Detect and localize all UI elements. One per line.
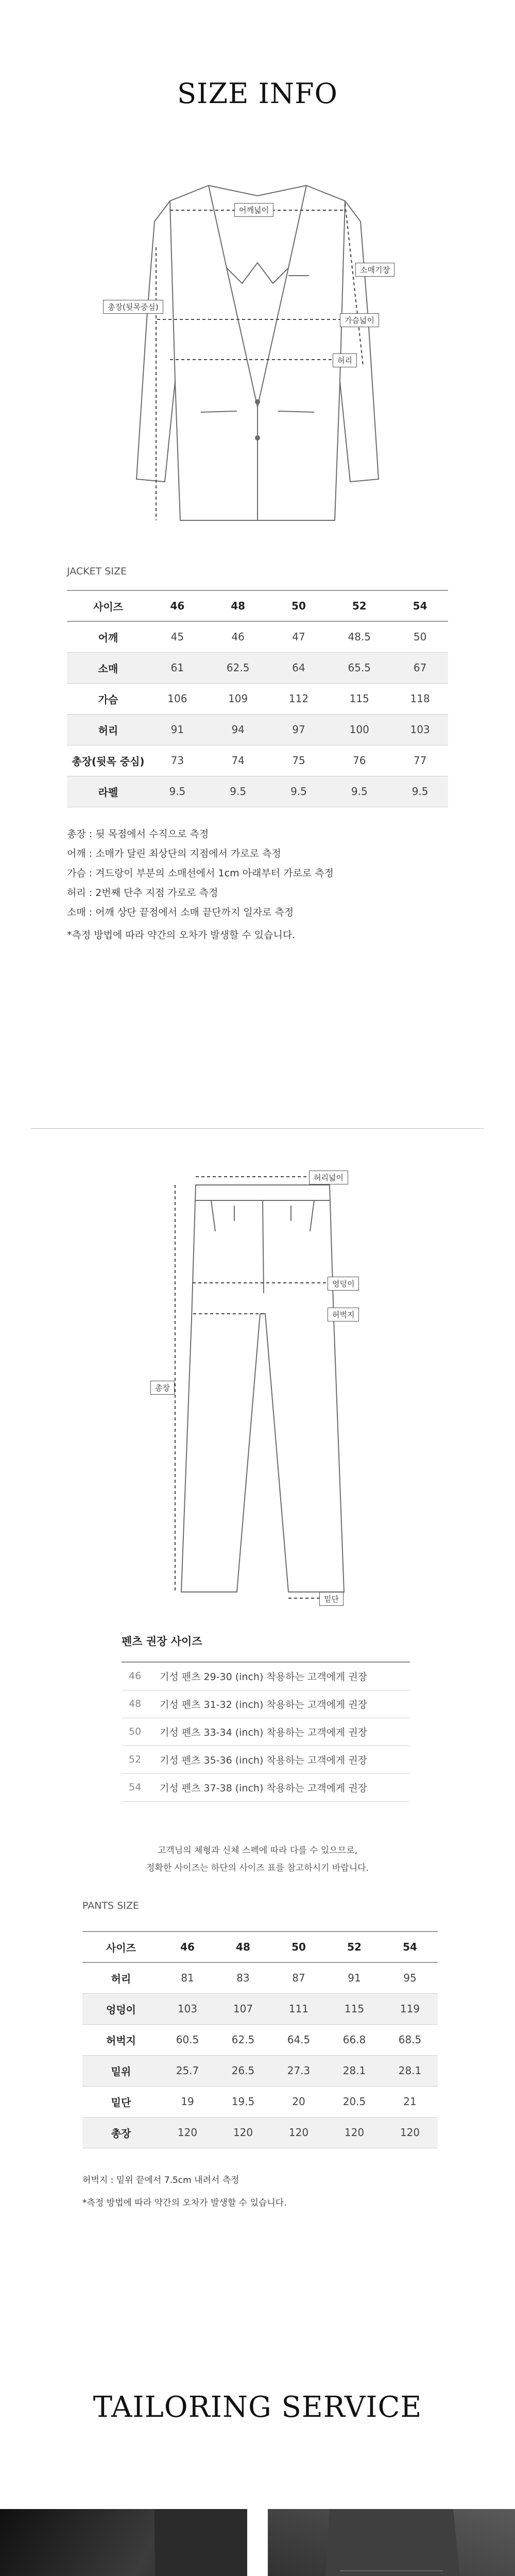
table-header-cell: 52: [327, 1931, 382, 1962]
fit-size: 46: [122, 1662, 152, 1690]
pants-size-table: [82, 1931, 438, 2148]
table-cell: 허리: [98, 724, 118, 737]
pants-length-label: 총장: [150, 1381, 175, 1395]
table-cell: 83: [236, 1972, 250, 1985]
table-cell: 120: [177, 2126, 198, 2139]
fit-note-line: 정확한 사이즈는 하단의 사이즈 표를 참고하시기 바랍니다.: [146, 1863, 369, 1873]
table-header-cell: 46: [160, 1931, 215, 1962]
fit-size: 52: [122, 1745, 152, 1773]
jacket-length-label: 총장(뒷목중심): [103, 300, 163, 314]
table-cell: 61: [170, 662, 184, 674]
table-cell: 106: [167, 692, 187, 705]
table-cell: 19.5: [231, 2095, 255, 2108]
table-cell: 9.5: [169, 785, 186, 798]
table-cell: 26.5: [231, 2064, 255, 2077]
table-cell: 65.5: [348, 662, 371, 674]
table-header-row: [67, 590, 448, 621]
table-cell: 94: [231, 723, 245, 736]
table-cell: 76: [353, 754, 366, 767]
fit-note: [0, 1842, 515, 1877]
table-cell: 46: [231, 631, 245, 643]
table-cell: 허리: [111, 1972, 131, 1985]
pants-diagram: [0, 1164, 515, 1618]
table-cell: 총장: [111, 2127, 131, 2140]
table-header-row: [82, 1931, 438, 1962]
table-cell: 100: [349, 723, 369, 736]
jacket-measure-notes: [67, 824, 458, 922]
table-cell: 20: [292, 2095, 305, 2108]
table-cell: 64: [292, 662, 305, 674]
pants-fit-table: [122, 1662, 410, 1802]
table-cell: 120: [233, 2126, 253, 2139]
table-cell: 68.5: [398, 2033, 422, 2046]
table-cell: 50: [413, 631, 427, 643]
jacket-waist-label: 허리: [333, 353, 357, 367]
table-cell: 62.5: [226, 662, 250, 674]
table-cell: 120: [288, 2126, 309, 2139]
pants-hem-label: 밑단: [319, 1592, 344, 1606]
fit-text: 기성 펜츠 33-34 (inch) 착용하는 고객에게 권장: [152, 1718, 410, 1745]
table-cell: 9.5: [351, 785, 368, 798]
table-cell: 115: [344, 2003, 365, 2015]
table-row: [82, 2086, 438, 2117]
table-cell: 60.5: [176, 2033, 199, 2046]
table-row: [67, 776, 448, 807]
table-cell: 밑위: [111, 2065, 131, 2078]
jacket-size-table: [67, 590, 448, 807]
note-line: *측정 방법에 따라 약간의 오차가 발생할 수 있습니다.: [82, 2198, 287, 2208]
table-header-cell: 48: [205, 590, 271, 621]
table-header-cell: 50: [271, 1931, 327, 1962]
table-cell: 밑단: [111, 2096, 131, 2109]
table-cell: 112: [288, 692, 309, 705]
table-header-cell: 54: [382, 1931, 438, 1962]
table-cell: 97: [292, 723, 305, 736]
jacket-diagram: [0, 165, 515, 546]
fit-size: 50: [122, 1718, 152, 1745]
table-row: [67, 652, 448, 683]
fit-size: 54: [122, 1773, 152, 1801]
tailoring-title: TAILORING SERVICE: [93, 2391, 422, 2424]
table-row: [82, 1962, 438, 1993]
table-row: [82, 2117, 438, 2148]
fit-text: 기성 펜츠 35-36 (inch) 착용하는 고객에게 권장: [152, 1745, 410, 1773]
table-row: [67, 683, 448, 714]
table-cell: 소매: [98, 662, 118, 675]
table-cell: 48.5: [348, 631, 371, 643]
table-row: [82, 2055, 438, 2086]
table-cell: 73: [170, 754, 184, 767]
pants-fit-title: 펜츠 권장 사이즈: [122, 1635, 202, 1648]
table-cell: 가슴: [98, 693, 118, 706]
size-info-title: SIZE INFO: [177, 77, 338, 110]
table-cell: 9.5: [290, 785, 307, 798]
table-cell: 64.5: [287, 2033, 311, 2046]
table-cell: 어깨: [98, 631, 118, 644]
fit-text: 기성 펜츠 37-38 (inch) 착용하는 고객에게 권장: [152, 1773, 410, 1801]
table-cell: 19: [181, 2095, 194, 2108]
table-cell: 95: [403, 1972, 417, 1985]
fit-text: 기성 펜츠 31-32 (inch) 착용하는 고객에게 권장: [152, 1690, 410, 1718]
table-cell: 66.8: [342, 2033, 366, 2046]
table-cell: 라펠: [98, 786, 118, 799]
table-header-cell: 48: [215, 1931, 271, 1962]
note-line: 총장 : 뒷 목점에서 수직으로 측정: [67, 828, 209, 840]
section-divider: [31, 1128, 484, 1129]
jacket-sleeve-label: 소매기장: [355, 263, 394, 277]
table-cell: 67: [413, 662, 427, 674]
table-cell: 107: [233, 2003, 253, 2015]
table-row: [122, 1773, 410, 1801]
table-header-cell: 사이즈: [82, 1931, 160, 1962]
table-header-cell: 46: [149, 590, 205, 621]
table-cell: 27.3: [287, 2064, 311, 2077]
table-cell: 62.5: [231, 2033, 255, 2046]
table-cell: 20.5: [342, 2095, 366, 2108]
table-cell: 111: [288, 2003, 309, 2015]
table-cell: 87: [292, 1972, 305, 1985]
table-cell: 103: [410, 723, 430, 736]
table-cell: 81: [181, 1972, 194, 1985]
table-cell: 9.5: [230, 785, 247, 798]
table-row: [82, 2024, 438, 2055]
table-cell: 120: [344, 2126, 365, 2139]
table-cell: 9.5: [411, 785, 428, 798]
table-cell: 75: [292, 754, 305, 767]
tailoring-photo-left: [0, 2509, 247, 2576]
table-row: [67, 745, 448, 776]
pants-waist-label: 허리넓이: [309, 1171, 348, 1184]
fit-note-line: 고객님의 체형과 신체 스펙에 따라 다를 수 있으므로,: [157, 1845, 358, 1856]
table-cell: 28.1: [342, 2064, 366, 2077]
tailoring-photo-right: [268, 2509, 515, 2576]
table-cell: 25.7: [176, 2064, 199, 2077]
table-cell: 118: [410, 692, 430, 705]
note-line: 허벅지 : 밑위 끝에서 7.5cm 내려서 측정: [82, 2175, 239, 2185]
jacket-size-caption: JACKET SIZE: [67, 566, 127, 577]
note-line: 가슴 : 겨드랑이 부분의 소매선에서 1cm 아래부터 가로로 측정: [67, 868, 334, 879]
table-header-cell: 사이즈: [67, 590, 149, 621]
table-row: [67, 621, 448, 652]
table-cell: 엉덩이: [106, 2003, 136, 2016]
note-line: 어깨 : 소매가 달린 최상단의 지점에서 가로로 측정: [67, 848, 281, 859]
table-cell: 28.1: [398, 2064, 422, 2077]
pants-thigh-label: 허벅지: [328, 1308, 359, 1321]
fit-size: 48: [122, 1690, 152, 1718]
fit-text: 기성 펜츠 29-30 (inch) 착용하는 고객에게 권장: [152, 1662, 410, 1690]
table-cell: 103: [177, 2003, 198, 2015]
pants-measure-notes: [82, 2169, 443, 2214]
note-line: 허리 : 2번째 단추 지점 가로로 측정: [67, 887, 218, 899]
jacket-footnote: *측정 방법에 따라 약간의 오차가 발생할 수 있습니다.: [67, 929, 296, 941]
table-cell: 109: [228, 692, 248, 705]
table-row: [122, 1718, 410, 1745]
table-row: [122, 1662, 410, 1690]
table-cell: 총장(뒷목 중심): [72, 755, 145, 768]
table-cell: 120: [400, 2126, 420, 2139]
table-cell: 77: [413, 754, 427, 767]
table-cell: 91: [348, 1972, 361, 1985]
pants-hip-label: 엉덩이: [328, 1277, 359, 1291]
pants-size-caption: PANTS SIZE: [82, 1900, 139, 1911]
table-cell: 91: [170, 723, 184, 736]
table-cell: 21: [403, 2095, 417, 2108]
table-cell: 115: [349, 692, 369, 705]
jacket-chest-label: 가슴넓이: [340, 313, 379, 327]
table-header-cell: 50: [271, 590, 327, 621]
table-row: [82, 1993, 438, 2024]
table-header-cell: 52: [327, 590, 392, 621]
table-row: [122, 1690, 410, 1718]
table-row: [67, 714, 448, 745]
table-cell: 45: [170, 631, 184, 643]
table-cell: 허벅지: [106, 2034, 136, 2047]
table-cell: 47: [292, 631, 305, 643]
table-cell: 119: [400, 2003, 420, 2015]
table-cell: 74: [231, 754, 245, 767]
jacket-shoulder-label: 어깨넓이: [234, 203, 273, 217]
note-line: 소매 : 어깨 상단 끝점에서 소매 끝단까지 일자로 측정: [67, 907, 294, 918]
table-header-cell: 54: [392, 590, 448, 621]
table-row: [122, 1745, 410, 1773]
